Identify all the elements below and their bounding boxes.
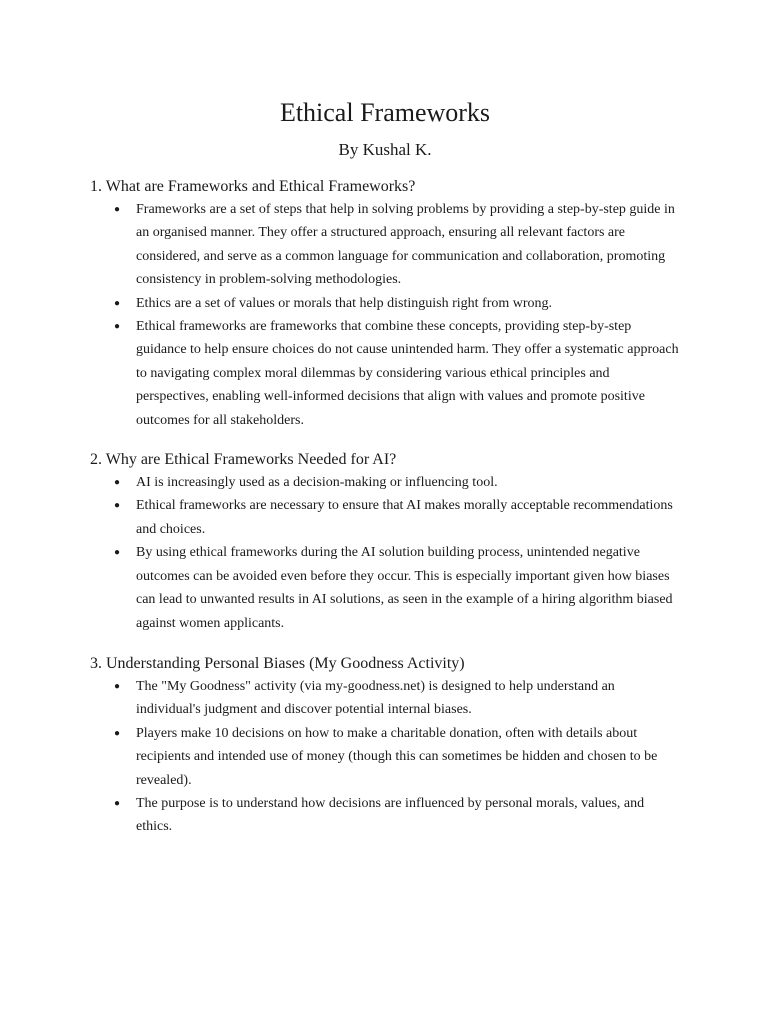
document-title: Ethical Frameworks bbox=[279, 98, 491, 127]
list-item bbox=[90, 675, 680, 722]
list-item-text: Players make 10 decisions on how to make a charitable donation, often with details about recipients and intended use of money (though this can sometimes be hidden and chosen to be revealed). bbox=[136, 725, 658, 788]
list-item bbox=[90, 722, 680, 792]
list-item bbox=[90, 792, 680, 839]
bullet-icon: ● bbox=[114, 680, 121, 692]
list-item-text: Ethical frameworks are necessary to ensure that AI makes morally acceptable recommendations and choices. bbox=[136, 498, 673, 537]
section-heading-3: 3. Understanding Personal Biases (My Goodness Activity) bbox=[90, 654, 465, 672]
list-item-text: By using ethical frameworks during the AI solution building process, unintended negative outcomes can be avoided even before they occur. This is especially important given how biases can lead to unwanted results in AI solutions, as seen in the example of a hiring algorithm biased against women applicants. bbox=[136, 545, 673, 631]
section-heading-2: 2. Why are Ethical Frameworks Needed for AI? bbox=[90, 451, 397, 469]
bullet-icon: ● bbox=[114, 500, 121, 512]
list-item-text: Ethics are a set of values or morals that help distinguish right from wrong. bbox=[136, 295, 553, 311]
section-heading-1: 1. What are Frameworks and Ethical Frameworks? bbox=[90, 178, 416, 195]
list-item-text: The "My Goodness" activity (via my-goodness.net) is designed to help understand an individual's judgment and discover potential internal biases. bbox=[136, 678, 615, 718]
list-item bbox=[90, 471, 680, 494]
list-item bbox=[90, 541, 680, 635]
section-1-list bbox=[90, 198, 680, 432]
list-item-text: Frameworks are a set of steps that help in solving problems by providing a step-by-step guide in an organised manner. They offer a structured approach, ensuring all relevant factors are considered, and serve as a common language for communication and collaboration, promoting consistency in problem-solving methodologies. bbox=[136, 202, 675, 288]
list-item-text: Ethical frameworks are frameworks that combine these concepts, providing step-by-step guidance to help ensure choices do not cause unintended harm. They offer a systematic approach to navigating complex moral dilemmas by considering various ethical principles and perspectives, enabling well-informed decisions that align with values and promote positive outcomes for all stakeholders. bbox=[136, 319, 679, 428]
list-item bbox=[90, 315, 680, 432]
bullet-icon: ● bbox=[114, 321, 121, 333]
section-3-list bbox=[90, 675, 680, 839]
bullet-icon: ● bbox=[114, 297, 121, 309]
bullet-icon: ● bbox=[114, 204, 121, 215]
bullet-icon: ● bbox=[114, 477, 121, 489]
list-item bbox=[90, 494, 680, 541]
bullet-icon: ● bbox=[114, 547, 121, 559]
bullet-icon: ● bbox=[114, 727, 121, 739]
list-item-text: AI is increasingly used as a decision-making or influencing tool. bbox=[136, 475, 498, 491]
list-item bbox=[90, 198, 680, 292]
bullet-icon: ● bbox=[114, 797, 121, 809]
document-author: By Kushal K. bbox=[338, 140, 432, 159]
section-2-list bbox=[90, 471, 680, 635]
list-item bbox=[90, 292, 680, 315]
list-item-text: The purpose is to understand how decisions are influenced by personal morals, values, and ethics. bbox=[136, 795, 645, 835]
